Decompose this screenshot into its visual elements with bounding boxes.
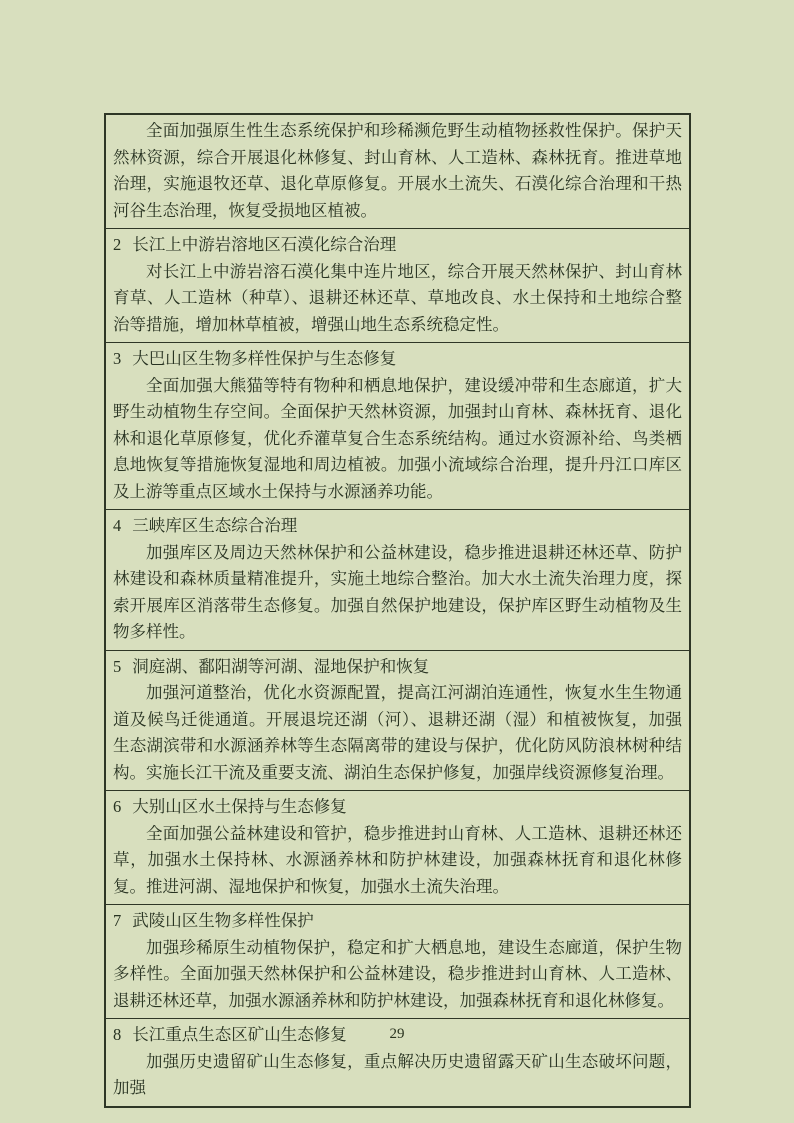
section-paragraph: 加强库区及周边天然林保护和公益林建设，稳步推进退耕还林还草、防护林建设和森林质量精准提升，实施土地综合整治。加大水土流失治理力度，探索开展库区消落带生态修复。加强自然保护地建设，保护库区野生动植物及生物多样性。 <box>113 542 682 641</box>
section-number: 5 <box>113 656 122 676</box>
table-row <box>106 509 689 650</box>
table-row <box>106 790 689 904</box>
section-paragraph: 全面加强公益林建设和管护，稳步推进封山育林、人工造林、退耕还林还草，加强水土保持林、水源涵养林和防护林建设，加强森林抚育和退化林修复。推进河湖、湿地保护和恢复，加强水土流失治理。 <box>113 823 682 896</box>
table-row <box>106 342 689 509</box>
section-paragraph: 全面加强大熊猫等特有物种和栖息地保护，建设缓冲带和生态廊道，扩大野生动植物生存空间。全面保护天然林资源，加强封山育林、森林抚育、退化林和退化草原修复，优化乔灌草复合生态系统结构。通过水资源补给、鸟类栖息地恢复等措施恢复湿地和周边植被。加强小流域综合治理，提升丹江口库区及上游等重点区域水土保持与水源涵养功能。 <box>113 375 682 501</box>
section-heading <box>113 908 682 935</box>
section-title: 洞庭湖、鄱阳湖等河湖、湿地保护和恢复 <box>132 656 430 676</box>
section-paragraph: 加强河道整治，优化水资源配置，提高江河湖泊连通性，恢复水生生物通道及候鸟迁徙通道。开展退垸还湖（河）、退耕还湖（湿）和植被恢复，加强生态湖滨带和水源涵养林等生态隔离带的建设与保护，优化防风防浪林树种结构。实施长江干流及重要支流、湖泊生态保护修复，加强岸线资源修复治理。 <box>113 683 682 782</box>
table-row <box>106 115 689 228</box>
section-title: 长江上中游岩溶地区石漠化综合治理 <box>132 235 397 254</box>
section-title: 三峡库区生态综合治理 <box>132 516 298 535</box>
project-table <box>104 113 691 1108</box>
section-paragraph: 对长江上中游岩溶石漠化集中连片地区，综合开展天然林保护、封山育林育草、人工造林（种草）、退耕还林还草、草地改良、水土保持和土地综合整治等措施，增加林草植被，增强山地生态系统稳定性。 <box>113 261 682 334</box>
section-heading <box>113 794 682 821</box>
section-title: 武陵山区生物多样性保护 <box>132 911 314 930</box>
section-number: 4 <box>113 516 122 535</box>
section-number: 2 <box>113 235 122 254</box>
page-number: 29 <box>389 1026 405 1042</box>
section-title: 大别山区水土保持与生态修复 <box>132 797 347 816</box>
table-row <box>106 650 689 791</box>
section-number: 6 <box>113 797 122 816</box>
table-row <box>106 904 689 1018</box>
section-title: 大巴山区生物多样性保护与生态修复 <box>132 349 397 368</box>
section-heading <box>113 232 682 259</box>
section-paragraph: 加强珍稀原生动植物保护，稳定和扩大栖息地，建设生态廊道，保护生物多样性。全面加强天然林保护和公益林建设，稳步推进封山育林、人工造林、退耕还林还草，加强水源涵养林和防护林建设，加强森林抚育和退化林修复。 <box>113 937 682 1010</box>
section-paragraph: 全面加强原生性生态系统保护和珍稀濒危野生动植物拯救性保护。保护天然林资源，综合开展退化林修复、封山育林、人工造林、森林抚育。推进草地治理，实施退牧还草、退化草原修复。开展水土流失、石漠化综合治理和干热河谷生态治理，恢复受损地区植被。 <box>113 121 682 220</box>
section-number: 8 <box>113 1025 122 1044</box>
section-heading <box>113 654 682 681</box>
table-row <box>106 228 689 342</box>
section-title: 长江重点生态区矿山生态修复 <box>132 1025 347 1044</box>
section-number: 7 <box>113 911 122 930</box>
section-paragraph: 加强历史遗留矿山生态修复，重点解决历史遗留露天矿山生态破坏问题，加强 <box>113 1051 682 1097</box>
section-number: 3 <box>113 349 122 368</box>
section-heading <box>113 346 682 373</box>
section-heading <box>113 513 682 540</box>
